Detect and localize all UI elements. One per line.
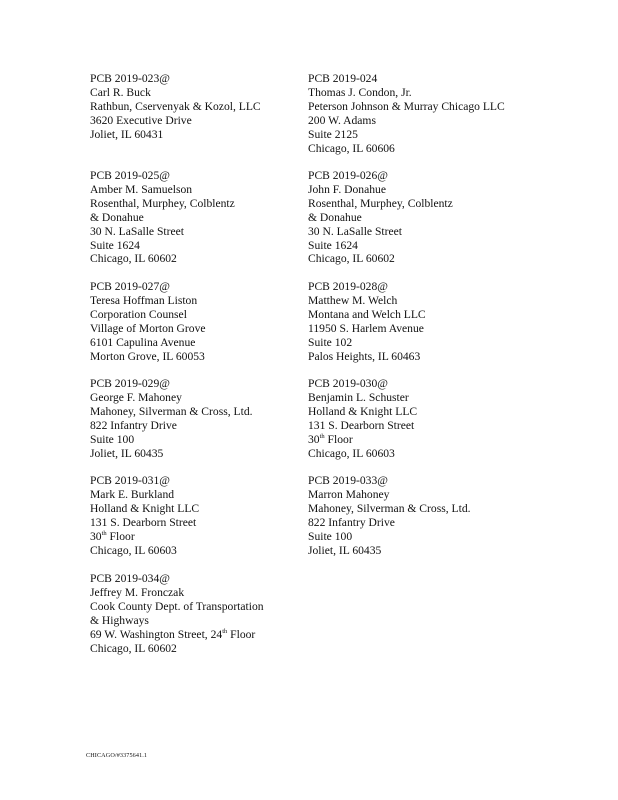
address-line: 131 S. Dearborn Street bbox=[308, 418, 415, 432]
service-entry bbox=[308, 72, 505, 155]
service-entry bbox=[308, 474, 471, 557]
contact-name: Benjamin L. Schuster bbox=[308, 390, 409, 404]
case-number: PCB 2019-025@ bbox=[90, 169, 170, 182]
address-line: Chicago, IL 60603 bbox=[90, 543, 177, 557]
address-line: Holland & Knight LLC bbox=[308, 404, 418, 418]
service-entry bbox=[90, 572, 264, 655]
address-line: Suite 100 bbox=[90, 432, 135, 446]
address-line: 11950 S. Harlem Avenue bbox=[308, 321, 424, 335]
address-line: Rosenthal, Murphey, Colblentz bbox=[308, 196, 453, 210]
address-line: Suite 102 bbox=[308, 335, 353, 349]
address-line: & Donahue bbox=[90, 210, 144, 224]
case-number: PCB 2019-024 bbox=[308, 72, 378, 85]
address-line: Chicago, IL 60602 bbox=[308, 252, 395, 266]
contact-name: Marron Mahoney bbox=[308, 487, 390, 501]
case-number: PCB 2019-027@ bbox=[90, 280, 170, 293]
service-entry bbox=[90, 280, 206, 363]
address-line: Village of Morton Grove bbox=[90, 321, 206, 335]
address-line: Palos Heights, IL 60463 bbox=[308, 349, 421, 363]
service-entry bbox=[308, 377, 417, 460]
address-line: Rosenthal, Murphey, Colblentz bbox=[90, 196, 235, 210]
service-entry bbox=[90, 169, 235, 266]
floor-line: 30th Floor bbox=[90, 529, 135, 543]
contact-name: John F. Donahue bbox=[308, 182, 386, 196]
case-number: PCB 2019-023@ bbox=[90, 72, 170, 85]
contact-name: Teresa Hoffman Liston bbox=[90, 293, 198, 307]
address-line: Suite 100 bbox=[308, 529, 353, 543]
address-line: Peterson Johnson & Murray Chicago LLC bbox=[308, 99, 505, 113]
address-line: Chicago, IL 60603 bbox=[308, 446, 395, 460]
address-line: Chicago, IL 60606 bbox=[308, 141, 395, 155]
case-number: PCB 2019-028@ bbox=[308, 280, 388, 293]
floor-line: 69 W. Washington Street, 24th Floor bbox=[90, 627, 256, 641]
document-footer: CHICAGO/#3375641.1 bbox=[86, 752, 148, 759]
address-line: Corporation Counsel bbox=[90, 307, 187, 321]
address-line: Suite 1624 bbox=[90, 238, 140, 252]
address-line: Montana and Welch LLC bbox=[308, 307, 426, 321]
address-line: Chicago, IL 60602 bbox=[90, 252, 177, 266]
address-line: Joliet, IL 60435 bbox=[90, 446, 164, 460]
address-line: 131 S. Dearborn Street bbox=[90, 515, 197, 529]
case-number: PCB 2019-033@ bbox=[308, 474, 388, 487]
case-number: PCB 2019-026@ bbox=[308, 169, 388, 182]
contact-name: Carl R. Buck bbox=[90, 85, 151, 99]
service-entry bbox=[90, 474, 199, 557]
address-line: 3620 Executive Drive bbox=[90, 113, 192, 127]
case-number: PCB 2019-031@ bbox=[90, 474, 170, 487]
address-line: Joliet, IL 60431 bbox=[90, 127, 164, 141]
address-line: Suite 2125 bbox=[308, 127, 358, 141]
address-line: & Donahue bbox=[308, 210, 362, 224]
contact-name: Thomas J. Condon, Jr. bbox=[308, 85, 412, 99]
case-number: PCB 2019-029@ bbox=[90, 377, 170, 390]
address-line: Suite 1624 bbox=[308, 238, 358, 252]
address-line: Joliet, IL 60435 bbox=[308, 543, 382, 557]
case-number: PCB 2019-030@ bbox=[308, 377, 388, 390]
address-line: 200 W. Adams bbox=[308, 113, 376, 127]
address-line: Morton Grove, IL 60053 bbox=[90, 349, 205, 363]
address-line: Chicago, IL 60602 bbox=[90, 641, 177, 655]
address-line: Rathbun, Cservenyak & Kozol, LLC bbox=[90, 99, 261, 113]
address-line: 30 N. LaSalle Street bbox=[90, 224, 185, 238]
contact-name: George F. Mahoney bbox=[90, 390, 182, 404]
service-entry bbox=[90, 72, 261, 142]
case-number: PCB 2019-034@ bbox=[90, 572, 170, 585]
address-line: Mahoney, Silverman & Cross, Ltd. bbox=[90, 404, 253, 418]
service-entry bbox=[308, 280, 426, 363]
address-line: & Highways bbox=[90, 613, 149, 627]
service-entry bbox=[308, 169, 453, 266]
floor-line: 30th Floor bbox=[308, 432, 353, 446]
address-line: Cook County Dept. of Transportation bbox=[90, 599, 264, 613]
address-line: Mahoney, Silverman & Cross, Ltd. bbox=[308, 501, 471, 515]
address-line: 822 Infantry Drive bbox=[308, 515, 395, 529]
contact-name: Amber M. Samuelson bbox=[90, 182, 193, 196]
contact-name: Mark E. Burkland bbox=[90, 487, 175, 501]
address-line: 822 Infantry Drive bbox=[90, 418, 177, 432]
address-line: 6101 Capulina Avenue bbox=[90, 335, 196, 349]
address-line: 30 N. LaSalle Street bbox=[308, 224, 403, 238]
address-line: Holland & Knight LLC bbox=[90, 501, 200, 515]
contact-name: Matthew M. Welch bbox=[308, 293, 398, 307]
contact-name: Jeffrey M. Fronczak bbox=[90, 585, 185, 599]
service-entry bbox=[90, 377, 253, 460]
